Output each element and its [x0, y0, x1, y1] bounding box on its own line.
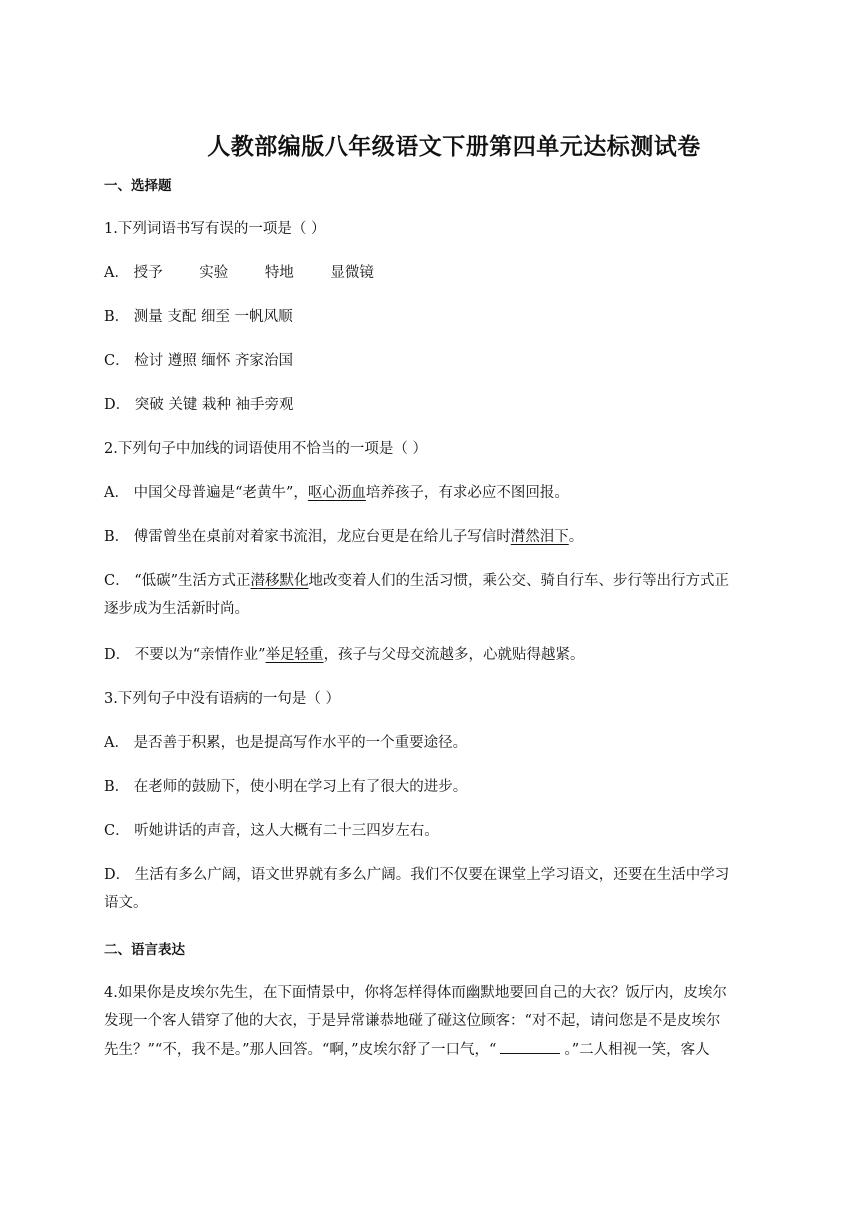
option-text: A． 中国父母普遍是“老黄牛”， [104, 485, 308, 501]
underlined-phrase: 潸然泪下 [510, 529, 569, 545]
question-2-option-d [104, 645, 585, 665]
question-2-option-b [104, 527, 583, 547]
option-word: 特地 [264, 265, 294, 281]
question-1-option-d: D． 突破 关键 栽种 袖手旁观 [104, 397, 294, 413]
question-2-option-c-continued: 逐步成为生活新时尚。 [104, 601, 249, 617]
question-3-option-c: C． 听她讲话的声音，这人大概有二十三四岁左右。 [104, 823, 439, 839]
option-word: 实验 [199, 265, 229, 281]
question-1-option-b: B． 测量 支配 细至 一帆风顺 [104, 309, 293, 325]
section-heading-choice: 一、选择题 [104, 178, 172, 194]
question-4-line-1: 4.如果你是皮埃尔先生，在下面情景中，你将怎样得体而幽默地要回自己的大衣？饭厅内，皮埃尔 [104, 985, 727, 1001]
option-label: A． [104, 265, 129, 281]
question-text: 。”二人相视一笑，客人 [564, 1042, 710, 1058]
option-text: D． 不要以为“亲情作业” [104, 647, 266, 663]
option-text: B． 傅雷曾坐在桌前对着家书流泪，龙应台更是在给儿子写信时 [104, 529, 511, 545]
question-2-option-a [104, 483, 569, 503]
option-word: 授予 [133, 265, 163, 281]
underlined-phrase: 举足轻重 [265, 647, 324, 663]
answer-blank[interactable] [500, 1039, 560, 1054]
page-title: 人教部编版八年级语文下册第四单元达标测试卷 [207, 133, 701, 160]
question-1-stem: 1.下列词语书写有误的一项是（ ） [104, 221, 326, 237]
underlined-phrase: 潜移默化 [250, 573, 309, 589]
question-3-option-d: D． 生活有多么广阔，语文世界就有多么广阔。我们不仅要在课堂上学习语文，还要在生活中学习 [104, 867, 730, 883]
question-3-option-a: A． 是否善于积累，也是提高写作水平的一个重要途径。 [104, 735, 468, 751]
option-word: 显微镜 [330, 265, 374, 281]
option-text: 地改变着人们的生活习惯，乘公交、骑自行车、步行等出行方式正 [308, 573, 730, 589]
question-text: 先生？”“不，我不是。”那人回答。“啊，”皮埃尔舒了一口气，“ [104, 1042, 497, 1058]
option-text: 培养孩子，有求必应不图回报。 [365, 485, 569, 501]
question-4-line-3 [104, 1039, 710, 1060]
option-text: C． “低碳”生活方式正 [104, 573, 251, 589]
question-1-option-c: C． 检讨 遵照 缅怀 齐家治国 [104, 353, 294, 369]
question-2-stem: 2.下列句子中加线的词语使用不恰当的一项是（ ） [104, 441, 427, 457]
section-heading-expression: 二、语言表达 [104, 942, 185, 958]
option-text: ，孩子与父母交流越多，心就贴得越紧。 [323, 647, 585, 663]
question-3-option-b: B． 在老师的鼓励下，使小明在学习上有了很大的进步。 [104, 779, 468, 795]
question-3-stem: 3.下列句子中没有语病的一句是（ ） [104, 691, 340, 707]
question-2-option-c [104, 571, 729, 591]
question-1-option-a [104, 263, 374, 283]
question-3-option-d-continued: 语文。 [104, 895, 148, 911]
option-text: 。 [568, 529, 584, 545]
underlined-phrase: 呕心沥血 [307, 485, 366, 501]
question-4-line-2: 发现一个客人错穿了他的大衣，于是异常谦恭地碰了碰这位顾客：“对不起，请问您是不是皮埃尔 [104, 1013, 721, 1029]
